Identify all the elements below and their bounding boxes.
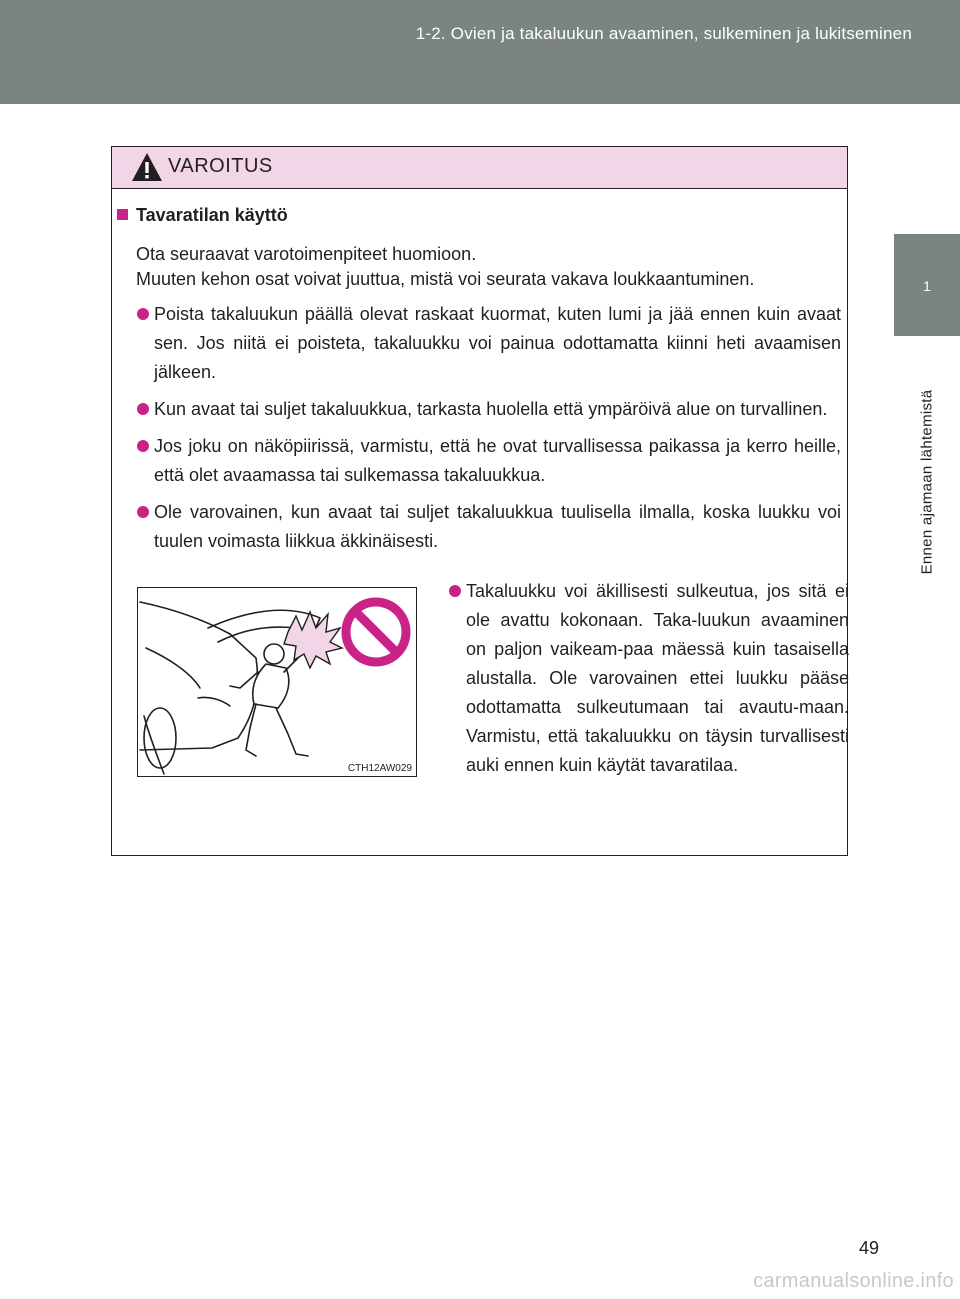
warning-box [111, 146, 848, 856]
bullet-dot-icon [137, 403, 149, 415]
bullet-dot-icon [137, 308, 149, 320]
bullet-dot-icon [137, 440, 149, 452]
tailgate-illustration [137, 587, 417, 777]
list-item [137, 300, 841, 387]
header-bar [0, 0, 960, 104]
figure-side-note [449, 577, 849, 780]
chapter-title: 1-2. Ovien ja takaluukun avaaminen, sulkeminen ja lukitseminen [415, 24, 912, 43]
bullet-dot-icon [449, 585, 461, 597]
list-item [137, 395, 841, 424]
page-number: 49 [858, 1238, 879, 1258]
list-item [137, 432, 841, 490]
list-item-text: Kun avaat tai suljet takaluukkua, tarkasta huolella että ympäröivä alue on turvallinen. [154, 399, 828, 419]
section-heading-text: Tavaratilan käyttö [136, 205, 288, 225]
list-item [137, 498, 841, 556]
watermark: carmanualsonline.info [753, 1270, 954, 1292]
figure-code: CTH12AW029 [347, 763, 412, 774]
list-item-text: Poista takaluukun päällä olevat raskaat kuormat, kuten lumi ja jää ennen kuin avaat sen. Jos niitä ei poisteta, takaluukku voi painua odottamatta kiinni heti avaamisen jälkeen. [154, 304, 841, 382]
bullet-dot-icon [137, 506, 149, 518]
warning-header [112, 147, 847, 189]
tailgate-person-illustration [138, 588, 416, 776]
chapter-tab-number: 1 [923, 278, 931, 294]
bullet-list [137, 300, 841, 564]
intro-text [136, 242, 846, 292]
warning-triangle-icon [130, 151, 164, 183]
figure-side-note-text: Takaluukku voi äkillisesti sulkeutua, jos sitä ei ole avattu kokonaan. Taka-luukun avaaminen on paljon vaikeam-paa mäessä kuin tasaisella alustalla. Ole varovainen ettei luukku pääse odottamatta sulkeutumaan tai avautu-maan. Varmistu, että takaluukku on täysin turvallisesti auki ennen kuin käytät tavaratilaa. [466, 581, 849, 775]
intro-line-1: Ota seuraavat varotoimenpiteet huomioon. [136, 244, 477, 264]
list-item-text: Ole varovainen, kun avaat tai suljet takaluukkua tuulisella ilmalla, koska luukku voi tuulen voimasta liikkua äkkinäisesti. [154, 502, 841, 551]
square-bullet-icon [117, 209, 128, 220]
intro-line-2: Muuten kehon osat voivat juuttua, mistä voi seurata vakava loukkaantuminen. [136, 269, 755, 289]
section-heading [117, 205, 288, 226]
chapter-side-label: Ennen ajamaan lähtemistä [918, 389, 936, 575]
warning-title: VAROITUS [168, 155, 273, 177]
list-item-text: Jos joku on näköpiirissä, varmistu, että he ovat turvallisessa paikassa ja kerro heille, että olet avaamassa tai sulkemassa takaluukkua. [154, 436, 841, 485]
